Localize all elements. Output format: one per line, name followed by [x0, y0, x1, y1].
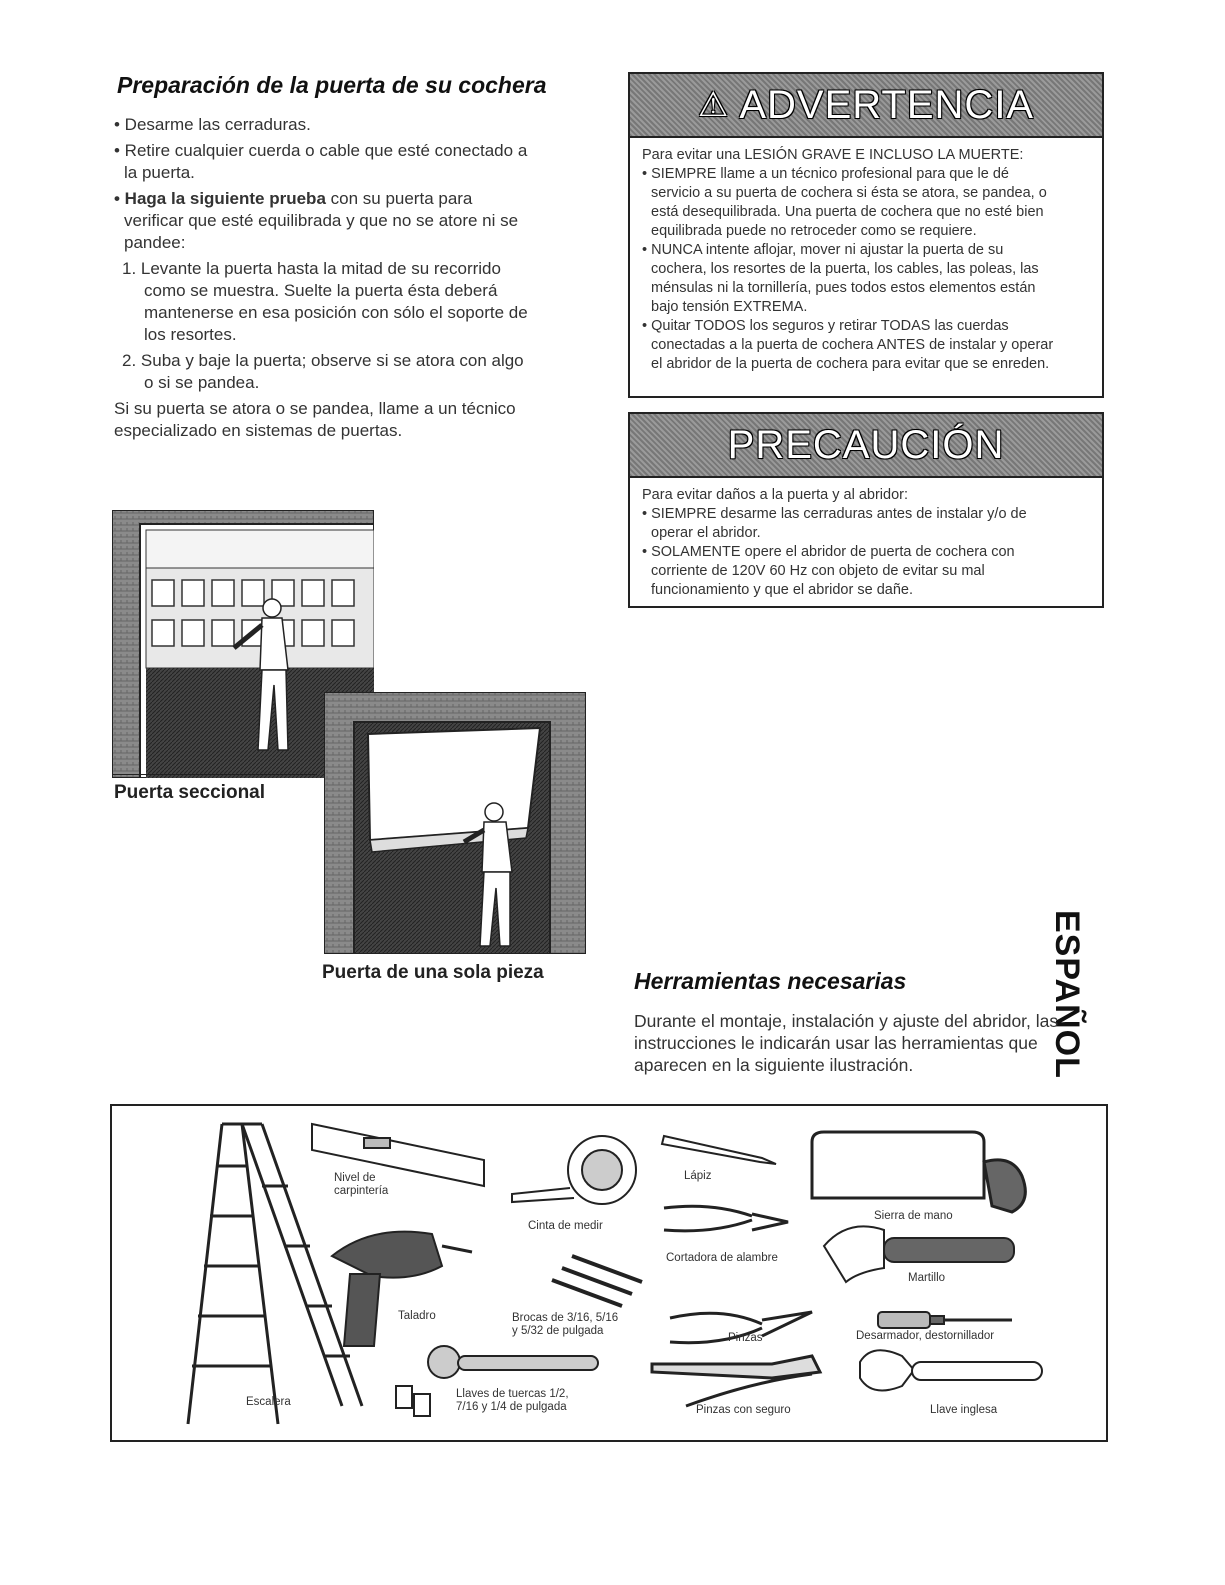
hacksaw-icon — [812, 1132, 1025, 1212]
prep-bullet-3b: verificar que esté equilibrada y que no se atore ni se — [124, 211, 519, 230]
warning-header-text: ADVERTENCIA — [739, 82, 1035, 127]
tools-intro-c: aparecen en la siguiente ilustración. — [634, 1055, 914, 1075]
adjustable-wrench-icon — [860, 1350, 1042, 1390]
pencil-icon — [662, 1136, 776, 1164]
drill-icon — [332, 1232, 472, 1346]
prep-bullet-3-rest: con su puerta para — [325, 189, 473, 208]
tools-intro-a: Durante el montaje, instalación y ajuste del abridor, las — [634, 1011, 1059, 1031]
label-pencil: Lápiz — [684, 1170, 712, 1182]
prep-step-2b: o si se pandea. — [144, 373, 260, 392]
label-level-a: Nivel de — [334, 1172, 376, 1184]
caution-line-1: • SIEMPRE desarme las cerraduras antes de instalar y/o de — [642, 506, 1027, 522]
warning-line-5: • NUNCA intente aflojar, mover ni ajustar la puerta de su — [642, 242, 1004, 258]
label-level — [334, 1172, 388, 1198]
label-socket-wrench-b: 7/16 y 1/4 de pulgada — [456, 1401, 567, 1413]
label-pliers: Pinzas — [728, 1332, 763, 1344]
wire-cutter-icon — [664, 1206, 788, 1231]
caution-line-5: funcionamiento y que el abridor se dañe. — [651, 582, 913, 598]
prep-bullet-3a — [114, 188, 594, 210]
label-hammer: Martillo — [908, 1272, 946, 1284]
caution-header-text: PRECAUCIÓN — [727, 422, 1005, 467]
label-socket-wrench — [456, 1388, 569, 1414]
prep-step-1d: los resortes. — [144, 325, 237, 344]
caution-line-4: corriente de 120V 60 Hz con objeto de evitar su mal — [651, 563, 985, 579]
tools-title: Herramientas necesarias — [634, 968, 907, 994]
tools-intro-b: instrucciones le indicarán usar las herramientas que — [634, 1033, 1038, 1053]
label-tape: Cinta de medir — [528, 1220, 603, 1232]
prep-title: Preparación de la puerta de su cochera — [117, 72, 547, 98]
label-wire-cutter: Cortadora de alambre — [666, 1252, 778, 1264]
prep-bullet-1: • Desarme las cerraduras. — [114, 115, 311, 134]
one-piece-door-illustration — [324, 692, 586, 954]
warning-line-2: servicio a su puerta de cochera si ésta se atora, se pandea, o — [651, 185, 1047, 201]
prep-closing-a: Si su puerta se atora o se pandea, llame a un técnico — [114, 399, 516, 418]
drill-bits-icon — [552, 1256, 642, 1306]
label-screwdriver: Desarmador, destornillador — [856, 1330, 995, 1342]
label-locking-pliers: Pinzas con seguro — [696, 1404, 791, 1416]
screwdriver-icon — [878, 1312, 1012, 1328]
warning-line-11: el abridor de la puerta de cochera para evitar que se enreden. — [651, 356, 1050, 372]
warning-line-1: • SIEMPRE llame a un técnico profesional para que le dé — [642, 166, 1009, 182]
warning-body — [630, 138, 1102, 384]
prep-bullet-3-bold: • Haga la siguiente prueba — [114, 189, 326, 208]
sectional-caption: Puerta seccional — [114, 782, 266, 803]
label-drill-bits-a: Brocas de 3/16, 5/16 — [512, 1312, 619, 1324]
warning-box — [628, 72, 1104, 398]
prep-step-1c: mantenerse en esa posición con sólo el soporte de — [144, 303, 528, 322]
caution-line-3: • SOLAMENTE opere el abridor de puerta de cochera con — [642, 544, 1015, 560]
warning-header — [630, 74, 1102, 138]
prep-step-1b: como se muestra. Suelte la puerta ésta deberá — [144, 281, 498, 300]
caution-box — [628, 412, 1104, 608]
caution-intro: Para evitar daños a la puerta y al abridor: — [642, 487, 908, 503]
warning-line-3: está desequilibrada. Una puerta de cochera que no esté bien — [651, 204, 1044, 220]
label-drill: Taladro — [398, 1310, 436, 1322]
sectional-caption-rule — [112, 774, 317, 775]
ladder-icon — [188, 1124, 362, 1424]
warning-line-9: • Quitar TODOS los seguros y retirar TODAS las cuerdas — [642, 318, 1009, 334]
warning-line-4: equilibrada puede no retroceder como se requiere. — [651, 223, 977, 239]
locking-pliers-icon — [652, 1356, 820, 1406]
label-socket-wrench-a: Llaves de tuercas 1/2, — [456, 1388, 569, 1400]
label-ladder: Escalera — [246, 1396, 291, 1408]
warning-line-8: bajo tensión EXTREMA. — [651, 299, 808, 315]
language-side-tab: ESPAÑOL — [1048, 910, 1086, 1079]
warning-line-7: ménsulas ni la tornillería, pues todos estos elementos están — [651, 280, 1036, 296]
label-drill-bits-b: y 5/32 de pulgada — [512, 1325, 604, 1337]
prep-bullet-2a: • Retire cualquier cuerda o cable que esté conectado a — [114, 141, 528, 160]
label-adjustable-wrench: Llave inglesa — [930, 1404, 998, 1416]
caution-body — [630, 478, 1102, 610]
tools-intro — [634, 1010, 1104, 1076]
prep-bullet-3c: pandee: — [124, 233, 186, 252]
prep-step-1a: 1. Levante la puerta hasta la mitad de su recorrido — [122, 259, 501, 278]
warning-line-10: conectadas a la puerta de cochera ANTES de instalar y operar — [651, 337, 1054, 353]
tools-drawings — [112, 1106, 1106, 1440]
warning-line-6: cochera, los resortes de la puerta, los cables, las poleas, las — [651, 261, 1039, 277]
prep-step-2a: 2. Suba y baje la puerta; observe si se atora con algo — [122, 351, 524, 370]
prep-text — [114, 114, 594, 442]
one-piece-caption: Puerta de una sola pieza — [322, 962, 544, 983]
label-level-b: carpintería — [334, 1185, 389, 1197]
tape-measure-icon — [512, 1136, 636, 1204]
warning-triangle-icon: ⚠ — [697, 86, 730, 124]
caution-header — [630, 414, 1102, 478]
prep-bullet-2b: la puerta. — [124, 163, 195, 182]
label-drill-bits — [512, 1312, 618, 1338]
caution-line-2: operar el abridor. — [651, 525, 761, 541]
prep-closing-b: especializado en sistemas de puertas. — [114, 421, 403, 440]
warning-intro: Para evitar una LESIÓN GRAVE E INCLUSO LA MUERTE: — [642, 147, 1024, 163]
label-hacksaw: Sierra de mano — [874, 1210, 953, 1222]
tools-illustration-box — [110, 1104, 1108, 1442]
